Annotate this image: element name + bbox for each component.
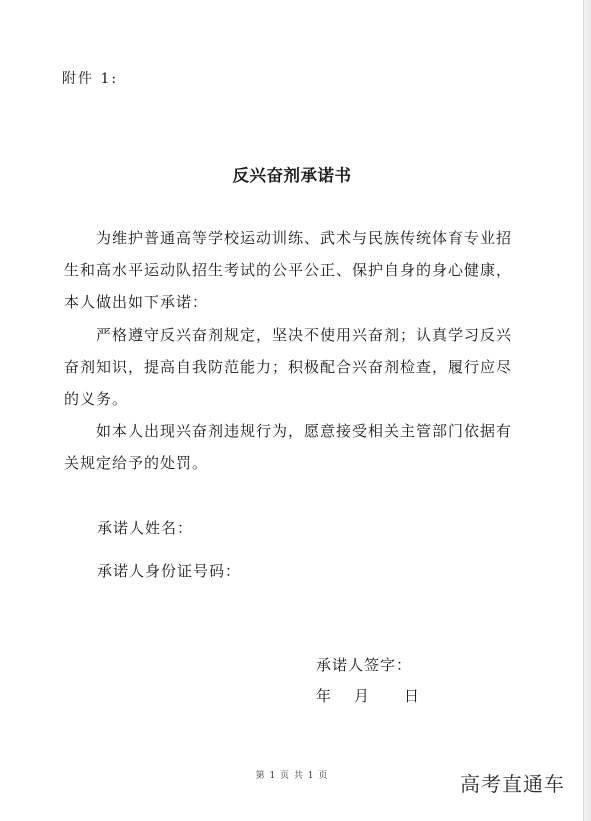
paragraph-purpose: 为维护普通高等学校运动训练、武术与民族传统体育专业招生和高水平运动队招生考试的公平公正、保护自身的身心健康，本人做出如下承诺： xyxy=(64,229,513,312)
document-body xyxy=(64,222,512,480)
paragraph-penalty: 如本人出现兴奋剂违规行为，愿意接受相关主管部门依据有关规定给予的处罚。 xyxy=(64,422,513,473)
paragraph-commitment: 严格遵守反兴奋剂规定，坚决不使用兴奋剂；认真学习反兴奋剂知识，提高自我防范能力；积极配合兴奋剂检查，履行应尽的义务。 xyxy=(64,325,513,409)
document-title: 反兴奋剂承诺书 xyxy=(232,166,352,185)
page-footer: 第 1 页 共 1 页 xyxy=(255,771,329,781)
date-year: 年 xyxy=(316,687,332,705)
page-edge xyxy=(583,0,591,821)
date-month: 月 xyxy=(354,687,370,705)
attachment-label: 附件 1: xyxy=(62,71,119,87)
date-day: 日 xyxy=(404,687,420,705)
promisor-name-field: 承诺人姓名： xyxy=(97,519,194,537)
signature-label: 承诺人签字： xyxy=(316,656,413,674)
promisor-id-field: 承诺人身份证号码： xyxy=(97,562,242,580)
watermark-text: 高考直通车 xyxy=(460,772,565,796)
